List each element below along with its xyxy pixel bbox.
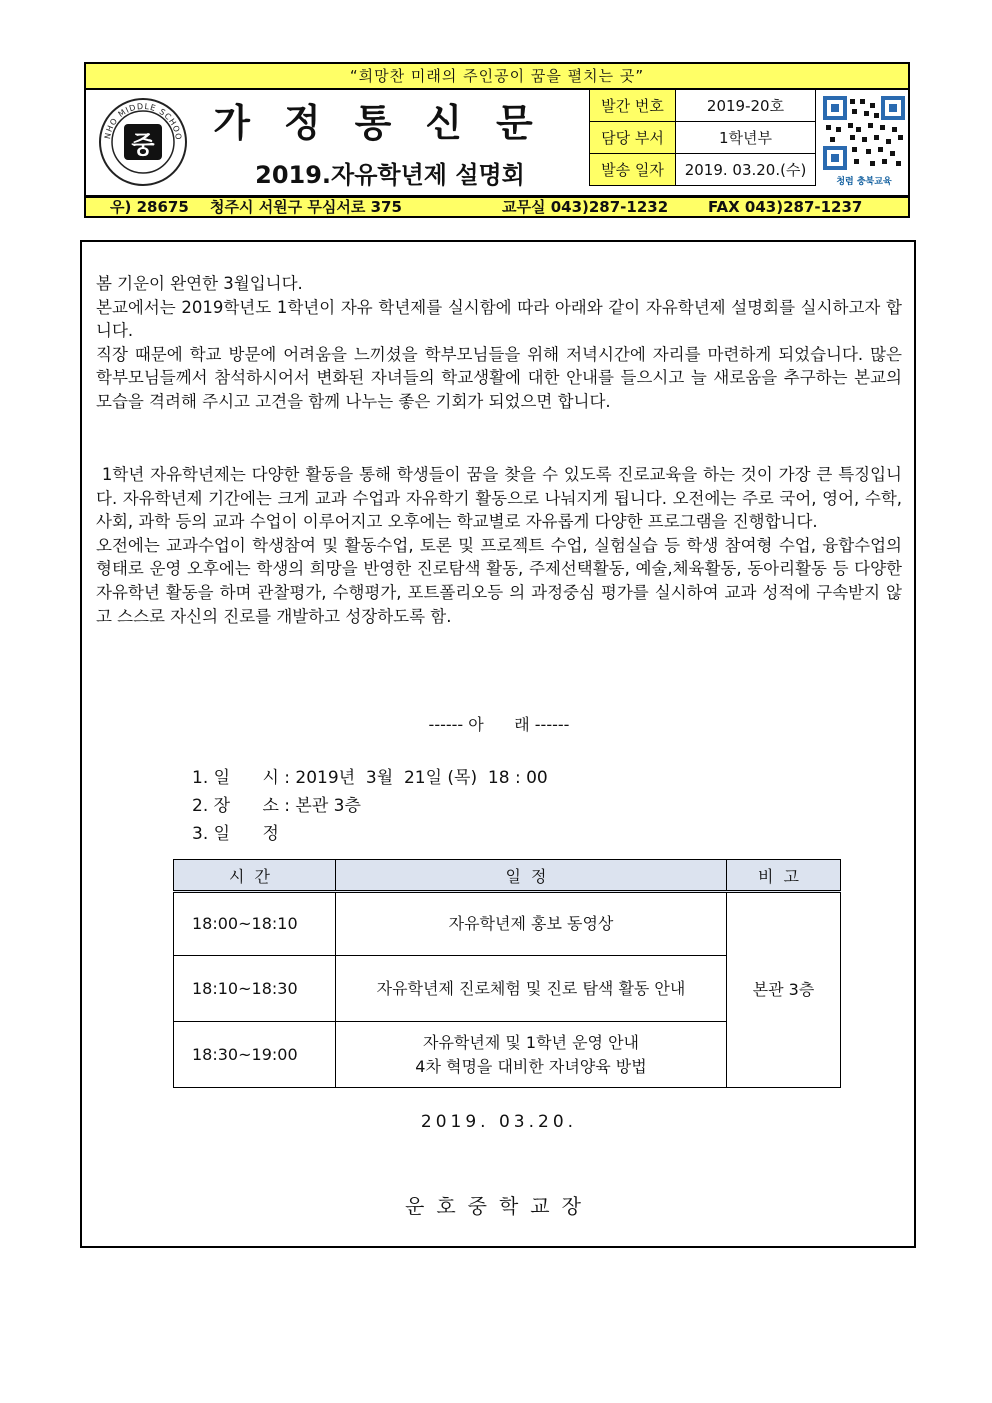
description-paragraph: 오전에는 교과수업이 학생참여 및 활동수업, 토론 및 프로젝트 수업, 실험실습 등 학생 참여형 수업, 융합수업의 형태로 운영 오후에는 학생의 희망을 반영한 진로탐색 활동, 주제선택활동, 예술,체육활동, 동아리활동 등 다양한 자유학년 활동을 하며 관찰평가, 수행평가, 포트폴리오등 의 과정중심 평가를 실시하여 교과 성적에 구속받지 않고 스스로 자신의 진로를 개발하고 성장하도록 함.: [96, 535, 902, 626]
issue-info-table: [589, 89, 816, 186]
issue-date: 2019. 03.20.: [420, 1112, 578, 1132]
qr-caption: 청렴 충북교육: [836, 177, 892, 187]
school-logo: [98, 93, 188, 191]
row-event: 자유학년제 홍보 동영상: [336, 892, 727, 956]
schedule-table: [173, 859, 841, 1088]
col-header-time: 시간: [174, 860, 336, 892]
description-paragraph: 1학년 자유학년제는 다양한 활동을 통해 학생들이 꿈을 찾을 수 있도록 진로교육을 하는 것이 가장 큰 특징입니다. 자유학년제 기간에는 크게 교과 수업과 자유학기 활동으로 나눠지게 됩니다. 오전에는 주로 국어, 영어, 수학, 사회, 과학 등의 교과 수업이 이루어지고 오후에는 학교별로 자유롭게 다양한 프로그램을 진행합니다.: [96, 465, 908, 532]
logo-char: 중: [131, 131, 155, 159]
row-time: 18:00~18:10: [174, 892, 336, 956]
ahrae-divider: ------ 아 래 ------: [428, 715, 570, 734]
item-datetime: 1. 일 시 : 2019년 3월 21일 (목) 18 : 00: [192, 768, 548, 788]
info-label: 발간 번호: [590, 90, 676, 122]
row-event: 자유학년제 및 1학년 운영 안내 4차 혁명을 대비한 자녀양육 방법: [336, 1022, 727, 1088]
greeting-line: 직장 때문에 학교 방문에 어려움을 느끼셨을 학부모님들을 위해 저녁시간에 자리를 마련하게 되었습니다. 많은 학부모님들께서 참석하시어서 변화된 자녀들의 학교생활에 대한 안내를 들으시고 늘 새로움을 추구하는 본교의 모습을 격려해 주시고 고견을 함께 나누는 좋은 기회가 되었으면 합니다.: [96, 344, 902, 411]
info-value: 2019-20호: [676, 90, 816, 122]
row-time: 18:30~19:00: [174, 1022, 336, 1088]
info-value: 1학년부: [676, 122, 816, 154]
item-place: 2. 장 소 : 본관 3층: [192, 796, 361, 816]
office-phone: 교무실 043)287-1232: [502, 198, 669, 216]
table-row: [174, 892, 841, 956]
school-motto: “희망찬 미래의 주인공이 꿈을 펼치는 곳”: [84, 62, 910, 90]
greeting-line: 본교에서는 2019학년도 1학년이 자유 학년제를 실시함에 따라 아래와 같이 자유학년제 설명회를 실시하고자 합니다.: [96, 297, 902, 341]
address-bar: [84, 196, 910, 218]
row-event: 자유학년제 진로체험 및 진로 탐색 활동 안내: [336, 956, 727, 1022]
schedule-header-row: [174, 860, 841, 892]
row-note: 본관 3층: [727, 892, 841, 1088]
qr-code-icon[interactable]: [822, 95, 906, 171]
page-subtitle: 2019.자유학년제 설명회: [255, 161, 525, 189]
postal-code: 우) 28675: [110, 198, 189, 216]
info-label: 발송 일자: [590, 154, 676, 186]
signer-name: 운호중학교장: [405, 1194, 593, 1218]
greeting-section: [96, 272, 902, 414]
info-row-send-date: [590, 154, 816, 186]
fax-number: FAX 043)287-1237: [708, 198, 863, 216]
info-row-department: [590, 122, 816, 154]
info-value: 2019. 03.20.(수): [676, 154, 816, 186]
col-header-note: 비고: [727, 860, 841, 892]
description-section: [96, 463, 908, 628]
logo-text: NHO MIDDLE SCHOO: [103, 101, 184, 142]
col-header-event: 일정: [336, 860, 727, 892]
greeting-line: 봄 기운이 완연한 3월입니다.: [96, 274, 303, 293]
item-schedule: 3. 일 정: [192, 824, 279, 844]
info-row-issue-number: [590, 90, 816, 122]
row-time: 18:10~18:30: [174, 956, 336, 1022]
street-address: 청주시 서원구 무심서로 375: [210, 198, 402, 216]
info-label: 담당 부서: [590, 122, 676, 154]
page-title: 가정통신문: [213, 100, 567, 145]
